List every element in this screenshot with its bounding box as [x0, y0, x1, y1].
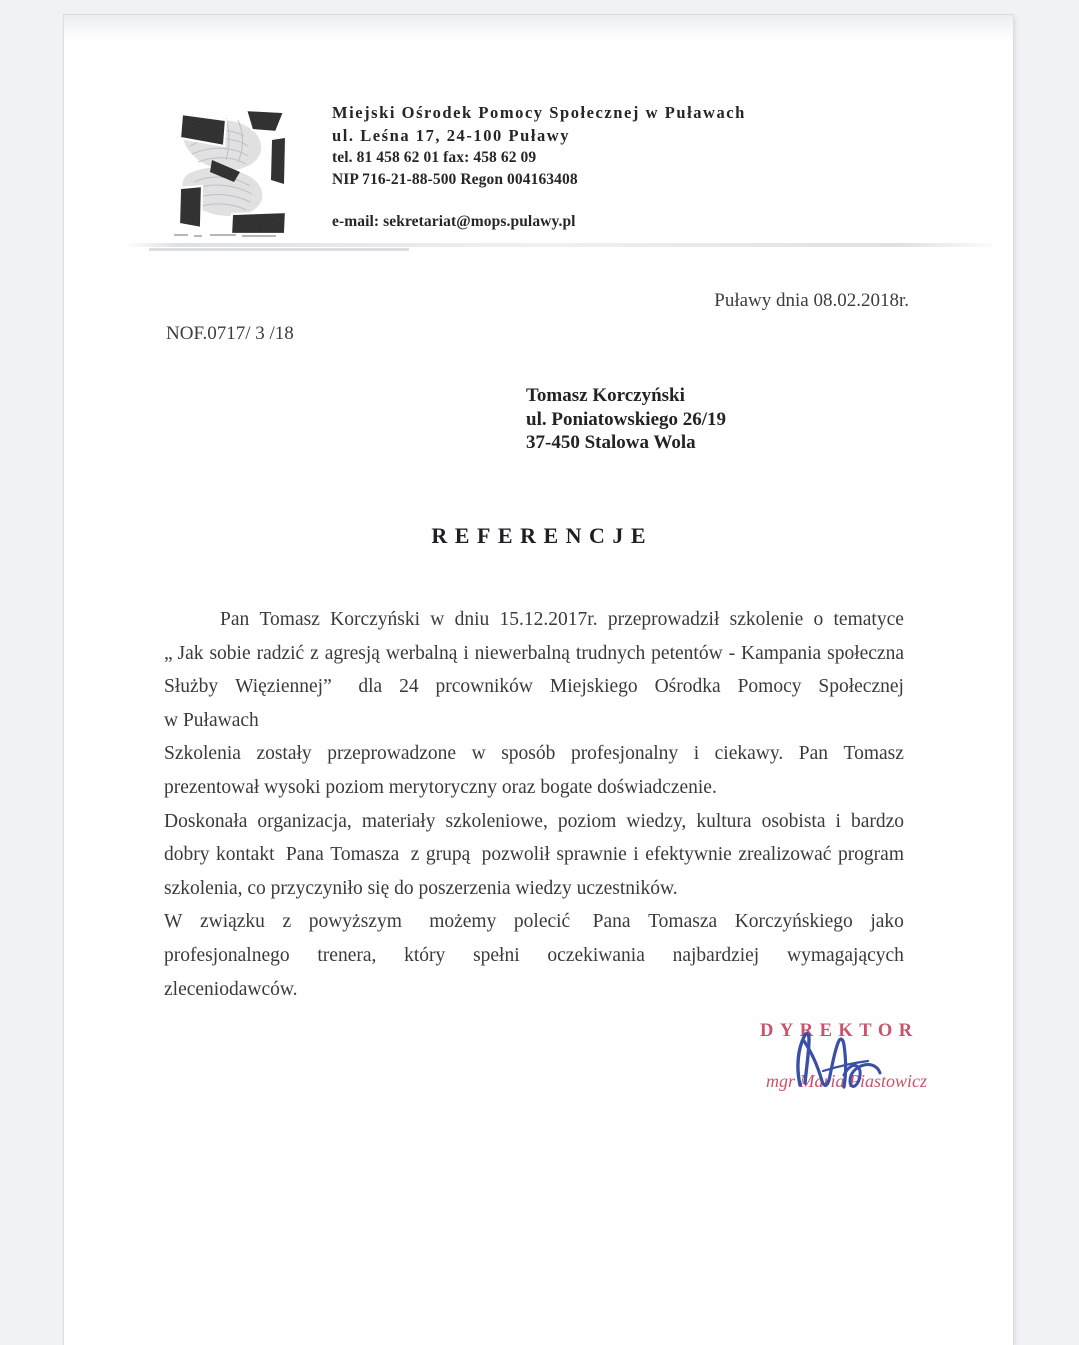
- organization-name: Miejski Ośrodek Pomocy Społecznej w Puławach: [332, 103, 746, 122]
- reference-number: NOF.0717/ 3 /18: [166, 323, 294, 344]
- paragraph-p4: [164, 905, 904, 1006]
- paragraph-line: dobry kontakt Pana Tomasza z grupą pozwolił sprawnie i efektywnie zrealizować program: [164, 844, 904, 866]
- paragraph-line: w Puławach: [164, 709, 259, 731]
- paragraph-line: profesjonalnego trenera, który spełni oczekiwania najbardziej wymagających: [164, 944, 904, 966]
- scan-artifact-line-secondary: [149, 248, 409, 251]
- organization-email: e-mail: sekretariat@mops.pulawy.pl: [332, 213, 576, 230]
- paragraph-line: W związku z powyższym możemy polecić Pana Tomasza Korczyńskiego jako: [164, 911, 904, 933]
- paragraph-line: Doskonała organizacja, materiały szkoleniowe, poziom wiedzy, kultura osobista i bardzo: [164, 810, 904, 832]
- paragraph-line: zleceniodawców.: [164, 978, 298, 1000]
- organization-details: [332, 88, 746, 231]
- letter-body: [164, 603, 904, 1006]
- page-title: REFERENCJE: [431, 523, 654, 548]
- paragraph-p2: [164, 737, 904, 804]
- letterhead: [168, 88, 928, 238]
- document-page: [64, 15, 1013, 1345]
- addressee-name: Tomasz Korczyński: [526, 385, 685, 406]
- paragraph-line: Służby Więziennej” dla 24 prcowników Miejskiego Ośrodka Pomocy Społecznej: [164, 676, 904, 698]
- organization-tax-ids: NIP 716-21-88-500 Regon 004163408: [332, 171, 578, 188]
- paragraph-line: Pan Tomasz Korczyński w dniu 15.12.2017r. przeprowadził szkolenie o tematyce: [220, 609, 904, 630]
- director-stamp-name: mgr Maria Piastowicz: [766, 1071, 928, 1091]
- paragraph-line: prezentował wysoki poziom merytoryczny oraz bogate doświadczenie.: [164, 776, 717, 798]
- addressee-block: [526, 384, 726, 455]
- scan-artifact-line: [124, 243, 1004, 247]
- paragraph-line: szkolenia, co przyczyniło się do poszerzenia wiedzy uczestników.: [164, 877, 678, 899]
- place-and-date: Puławy dnia 08.02.2018r.: [714, 290, 909, 311]
- addressee-city: 37-450 Stalowa Wola: [526, 432, 696, 453]
- signature-block: [754, 1015, 954, 1110]
- organization-phone-fax: tel. 81 458 62 01 fax: 458 62 09: [332, 149, 537, 166]
- director-stamp-title: DYREKTOR: [760, 1021, 919, 1041]
- addressee-street: ul. Poniatowskiego 26/19: [526, 408, 727, 430]
- paragraph-line: Szkolenia zostały przeprowadzone w sposób profesjonalny i ciekawy. Pan Tomasz: [164, 743, 904, 765]
- paragraph-line: „ Jak sobie radzić z agresją werbalną i niewerbalną trudnych petentów - Kampania społeczna: [164, 642, 904, 664]
- paragraph-p3: [164, 805, 904, 906]
- helping-hands-logo-icon: [168, 88, 290, 238]
- paragraph-p1: [164, 603, 904, 737]
- organization-address: ul. Leśna 17, 24-100 Puławy: [332, 126, 571, 145]
